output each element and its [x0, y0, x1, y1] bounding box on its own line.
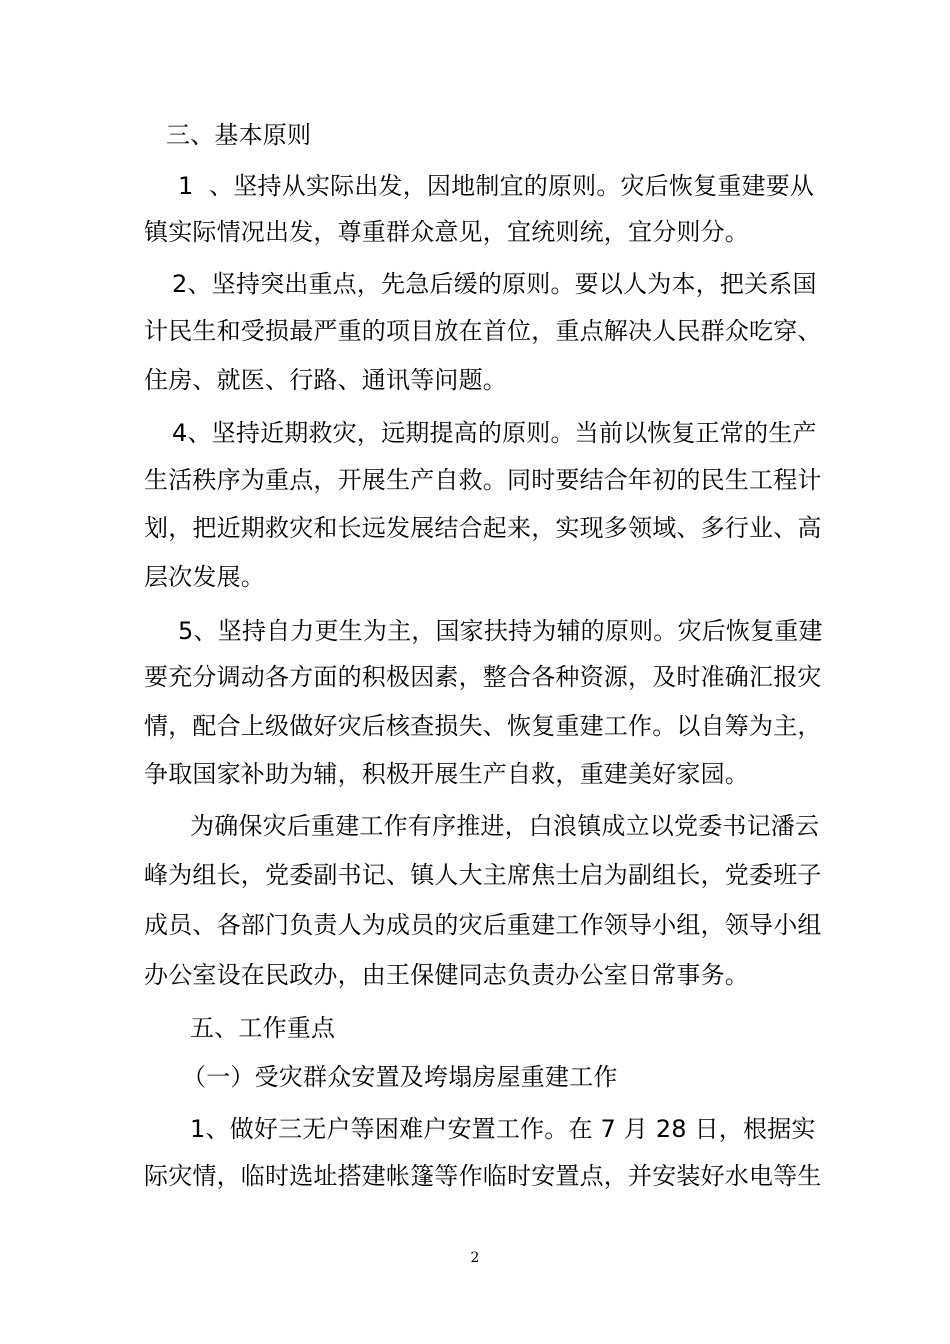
- principle-5-line-2: 要充分调动各方面的积极因素，整合各种资源，及时准确汇报灾: [144, 663, 822, 691]
- principle-5-line-4: 争取国家补助为辅，积极开展生产自救，重建美好家园。: [144, 760, 749, 788]
- section-heading-basic-principles: 三、基本原则: [166, 121, 312, 149]
- principle-4-line-1: 4、坚持近期救灾，远期提高的原则。当前以恢复正常的生产: [172, 419, 817, 447]
- item-1-line-1: 1、做好三无户等困难户安置工作。在 7 月 28 日，根据实: [190, 1115, 816, 1143]
- leadership-paragraph-line-3: 成员、各部门负责人为成员的灾后重建工作领导小组，领导小组: [144, 911, 822, 939]
- principle-4-line-3: 划，把近期救灾和长远发展结合起来，实现多领域、多行业、高: [144, 514, 822, 542]
- leadership-paragraph-line-4: 办公室设在民政办，由王保健同志负责办公室日常事务。: [144, 961, 749, 989]
- principle-4-line-4: 层次发展。: [144, 563, 265, 591]
- item-1-line-2: 际灾情，临时选址搭建帐篷等作临时安置点，并安装好水电等生: [144, 1162, 822, 1190]
- leadership-paragraph-line-2: 峰为组长，党委副书记、镇人大主席焦士启为副组长，党委班子: [144, 861, 822, 889]
- principle-5-line-3: 情，配合上级做好灾后核查损失、恢复重建工作。以自筹为主，: [144, 712, 822, 740]
- principle-2-line-1: 2、坚持突出重点，先急后缓的原则。要以人为本，把关系国: [172, 270, 817, 298]
- page-number: 2: [470, 1250, 480, 1266]
- principle-2-line-2: 计民生和受损最严重的项目放在首位，重点解决人民群众吃穿、: [144, 317, 822, 345]
- principle-2-line-3: 住房、就医、行路、通讯等问题。: [144, 366, 507, 394]
- principle-1-line-2: 镇实际情况出发，尊重群众意见，宜统则统，宜分则分。: [144, 218, 749, 246]
- principle-4-line-2: 生活秩序为重点，开展生产自救。同时要结合年初的民生工程计: [144, 466, 822, 494]
- principle-1-line-1: 1 、坚持从实际出发，因地制宜的原则。灾后恢复重建要从: [178, 172, 815, 200]
- subsection-heading-resettlement: （一）受灾群众安置及垮塌房屋重建工作: [182, 1063, 618, 1091]
- section-heading-work-focus: 五、工作重点: [190, 1014, 336, 1042]
- leadership-paragraph-line-1: 为确保灾后重建工作有序推进，白浪镇成立以党委书记潘云: [190, 812, 820, 840]
- principle-5-line-1: 5、坚持自力更生为主，国家扶持为辅的原则。灾后恢复重建: [178, 617, 823, 645]
